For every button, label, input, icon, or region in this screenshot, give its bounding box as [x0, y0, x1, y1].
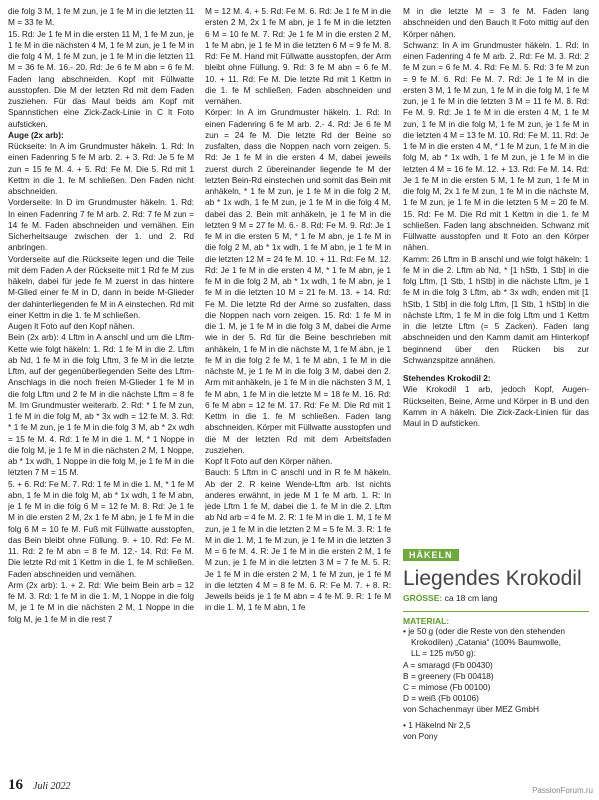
paragraph: Bauch: 5 Lftm in C anschl und in R fe M häkeln. Ab der 2. R keine Wende-Lftm arb. Ist nichts anderes erwähnt, in jede M 1 fe M arb. 1. R: In jede Lftm 1 fe M, dabei die 1. fe M in die 2. Lftm ab Nd arb = 4 fe M. 2. R: 1 fe M in die 1. M, 1 fe M zun, je 1 fe M in die letzten 2 M = 5 fe M. 3. R: 1 fe M in die 1. M, 1 fe M zun, je 1 fe M in die letzten 3 M = 6 fe M. 4. R: Je 1 fe M in die ersten 2 M, 1 fe M zun, je 1 fe M in die letzten 3 M = 7 fe M. 5. R: Je 1 fe M in die ersten 2 M, 1 fe M zun, je 1 fe M in die letzten 4 M = 8 fe M. 6. R: Fe M. 7. + 8. R: Jeweils beids je 1 fe M abn = 4 fe M. 9. R: 1 fe M in die 1. M, 1 fe M abn, 1 fe [205, 467, 391, 613]
section-tag: HÄKELN [403, 549, 459, 561]
paragraph: 15. Rd: Je 1 fe M in die ersten 11 M, 1 fe M zun, je 1 fe M in die nächsten 4 M, 1 fe M zun, je 1 fe M in die folg 4 M, 1 fe M zun, je 1 fe M in die letzten 11 M = 36 fe M. 16.- 20. Rd: Je 6 fe M abn = 6 fe M. Faden lang abschneiden. Kopf mit Füllwatte ausstopfen. Die M der letzten Rd mit dem Faden zusziehen. Für das Maul beids am Kopf mit Spannstichen eine Zick-Zack-Linie in C lt Foto aufsticken. [8, 28, 194, 129]
watermark: PassionForum.ru [532, 786, 593, 795]
paragraph: M in die letzte M = 3 fe M. Faden lang abschneiden und den Bauch lt Foto mittig auf den Körper nähen. [403, 6, 589, 39]
paragraph: M = 12 M. 4. + 5. Rd: Fe M. 6. Rd: Je 1 fe M in die ersten 2 M, 2x 1 fe M abn, je 1 fe M in die letzten 6 M = 10 fe M. 7. Rd: Je 1 fe M in die ersten 2 M, 1 fe M abn, je 1 fe M in die letzten 6 M = 9 fe M. 8. Rd: Fe M. Hand mit Füllwatte ausstopfen, der Arm bleibt ohne Füllung. 9. Rd: 3 fe M abn = 6 fe M. 10. + 11. Rd: Fe M. Die letzte Rd mit 1 Kettm in die 1. fe M schließen. Faden abschneiden und vernähen. [205, 6, 391, 106]
issue-date: Juli 2022 [33, 781, 71, 792]
paragraph: Stehendes Krokodil 2: [403, 373, 491, 383]
paragraph: Wie Krokodil 1 arb, jedoch Kopf, Augen-Rückseiten, Beine, Arme und Körper in B und den Kamm in A häkeln. Die Zick-Zack-Linien für das Maul in D aufsticken. [403, 384, 589, 428]
size-value: ca 18 cm lang [444, 593, 498, 603]
paragraph: Kamm: 26 Lftm in B anschl und wie folgt häkeln: 1 fe M in die 2. Lftm ab Nd, * [1 hStb, 1 Stb] in die folg Lftm, [1 Stb, 1 hStb] in die nächste Lftm, je 1 fe M in die folg 3 Lftm, ab * 3x wdh, enden mit [1 hStb, 1 Stb] in die folg Lftm, [1 Stb, 1 hStb] in die nächste Lftm, 1 fe M in die folg Lftm und 1 Kettm in die letzte Lftm (= 5 Zacken). Faden lang abschneiden und den Kamm damit am Hinterkopf beginnend über den Rücken bis zur Schwanzspitze annähen. [403, 253, 589, 365]
paragraph: Schwanz: In A im Grundmuster häkeln. 1. Rd: In einen Fadenring 4 fe M arb. 2. Rd: Fe M. 3. Rd: 2 fe M zun = 6 fe M. 4. Rd: Fe M. 5. Rd: 3 fe M zun = 9 fe M. 6. Rd: Fe M. 7. Rd: Je 1 fe M in die ersten 3 M, 1 fe M zun, 1 fe M in die folg M, 1 fe M zun, je 1 fe M in die letzten 3 M = 11 fe M. 8. Rd: Fe M. 9. Rd: Je 1 fe M in die ersten 4 M, 1 fe M zun, 1 fe M in die folg M, 1 fe M zun, je 1 fe M in die letzten 4 M = 13 fe M. 10. Rd: Fe M. 11. Rd: Je 1 fe M in die ersten 4 M, * 1 fe M zun, 1 fe M in die folg M, ab * 1x wdh, 1 fe M zun, je 1 fe M in die letzten 4 M = 16 fe M. 12. + 13. Rd: Fe M. 14. Rd: Je 1 fe M in die ersten 5 M, 1 fe M zun, 1 fe M in die folg M, 2x 1 fe M zun, 1 fe M in die nächste M, 1 fe M zun, je 1 fe M in die letzten 5 M = 20 fe M. 15. Rd: Fe M. Die Rd mit 1 Kettm in die 1. fe M schließen. Faden lang abschneiden. Schwanz mit Füllwatte ausstopfen und lt Foto an den Körper nähen. [403, 39, 589, 253]
text-column-3 [403, 6, 589, 540]
pattern-info-box [403, 545, 589, 742]
materials-list [403, 626, 589, 742]
size-line [403, 593, 589, 603]
paragraph: Augen lt Foto auf den Kopf nähen. [8, 321, 135, 331]
page-footer [8, 776, 71, 794]
pattern-title: Liegendes Krokodil [403, 567, 582, 590]
paragraph: Bein (2x arb): 4 Lftm in A anschl und um die Lftm-Kette wie folgt häkeln: 1. Rd: 1 fe M in die 2. Lftm ab Nd, 1 fe M in die folg Lftm, 3 fe M in die letzte Lftm, auf der gegenüberliegenden Seite des Lftm-Anschlags in die noch freien M-Glieder 1 fe M in die folg Lftm und 2 fe M in die nächste Lftm = 8 fe M. Im Grundmuster weiterarb. 2. Rd: * 1 fe M zun, 1 fe M in die folg M, ab * 3x wdh = 12 fe M. 3. Rd: * 1 fe M zun, je 1 fe M in die folg 3 M, ab * 2x wdh = 15 fe M. 4. Rd: 1 fe M in die 1. M, * 1 Noppe in die folg M, je 1 fe M in die nächsten 2 M, 1 Noppe, ab * 1x wdh, 1 Noppe in die folg M, je 1 fe M in die letzten 7 M = 15 M. [8, 332, 194, 478]
yarn-line-3: LL = 125 m/50 g): [411, 648, 476, 659]
paragraph: Vorderseite: In D im Grundmuster häkeln. 1. Rd: In einen Fadenring 7 fe M arb. 2. Rd: 7 fe M zun = 14 fe M. Faden abschneiden und vernähen. Ein Sicherheitsauge zwischen der 1. und 2. Rd anbringen. [8, 197, 194, 253]
size-label: GRÖSSE: [403, 593, 443, 603]
divider [403, 611, 589, 612]
materials-heading: MATERIAL: [403, 616, 450, 626]
paragraph: 5. + 6. Rd: Fe M. 7. Rd: 1 fe M in die 1. M, * 1 fe M abn, 1 fe M in die folg M, ab * 1x wdh, 1 fe M abn, je 1 fe M in die folg 6 M = 12 fe M. 8. Rd: Je 1 fe M in die ersten 2 M, 2x 1 fe M abn, je 1 fe M in die folg 6 M = 10 fe M. Fuß mit Füllwatte ausstopfen, das Bein bleibt ohne Füllung. 9. + 10. Rd: Fe M. 11. Rd: 2 fe M abn = 8 fe M. 12.- 14. Rd: Fe M. Die letzte Rd mit 1 Kettm in die 1. fe M schließen. Faden abschneiden und vernähen. [8, 478, 194, 579]
supplier-line-1: von Schachenmayr über MEZ GmbH [403, 704, 540, 715]
text-column-1 [8, 6, 194, 748]
color-c: C = mimose (Fb 00100) [403, 682, 491, 693]
color-b: B = greenery (Fb 00418) [403, 670, 494, 681]
paragraph: die folg 3 M, 1 fe M zun, je 1 fe M in die letzten 11 M = 33 fe M. [8, 6, 194, 28]
supplier-line-2: von Pony [403, 730, 438, 741]
page-number: 16 [8, 777, 23, 793]
text-column-2 [205, 6, 391, 748]
paragraph: Kopf lt Foto auf den Körper nähen. [205, 456, 333, 466]
color-d: D = weiß (Fb 00106) [403, 693, 479, 704]
yarn-line-1: • je 50 g (oder die Reste von den stehenden [403, 626, 566, 636]
hook-line: • 1 Häkelnd Nr 2,5 [403, 719, 471, 730]
color-a: A = smaragd (Fb 00430) [403, 659, 493, 670]
paragraph: Körper: In A im Grundmuster häkeln. 1. Rd: In einen Fadenring 6 fe M arb. 2.- 4. Rd: Je 6 fe M zun = 24 fe M. Die letzte Rd der Beine so zusfalten, dass die Noppen nach vorn zeigen. 5. Rd: Je 1 fe M in die ersten 4 M, dabei jeweils zuerst durch 2 übereinander liegende fe M der letzten Bein-Rd einstechen und somit das Bein mit anhäkeln, * 1 fe M zun, je 1 fe M in die folg 2 M, ab * 1x wdh, 1 fe M zun, je 1 fe M in die folg 4 M, dabei das 2. Bein mit anhäkeln, je 1 fe M in die letzten 9 M = 27 fe M. 6.- 8. Rd: Fe M. 9. Rd: Je 1 fe M in die ersten 5 M, * 1 fe M abn, je 1 fe M in die folg 2 M, ab * 1x wdh, 1 fe M abn, je 1 fe M in die letzten 12 M = 24 fe M. 10. + 11. Rd: Fe M. 12. Rd: Je 1 fe M in die ersten 4 M, * 1 fe M abn, je 1 fe M in die folg 2 M, ab * 1x wdh, 1 fe M abn, je 1 fe M in die letzten 10 M = 21 fe M. 13. + 14. Rd: Fe M. Die letzte Rd der Arme so zusfalten, dass die Noppen nach vorn zeigen. 15. Rd: 1 fe M in die 1. M, je 1 fe M in die folg 3 M, dabei die Arme wie in der 5. Rd für die Beine beschrieben mit anhäkeln, 1 fe M in die nächste M, 1 fe M abn, je 1 fe M in die folg 2 fe M, 1 fe M abn, 1 fe M in die nächste M, je 1 fe M in die folg 3 M, dabei den 2. Arm mit anhäkeln, je 1 fe M in die nächsten 3 M, 1 fe M abn, 1 fe M in die letzte M = 18 fe M. 16. Rd: 6 fe M abn = 12 fe M. 17. Rd: Fe M. Die Rd mit 1 Kettm in die 1. fe M schließen. Faden lang abschneiden. Körper mit Füllwatte ausstopfen und die M der letzten Rd mit dem Arbeitsfaden zusziehen. [205, 107, 391, 455]
yarn-line-2: Krokodilen) „Catania“ (100% Baumwolle, [411, 637, 561, 648]
paragraph: Vorderseite auf die Rückseite legen und die Teile mit dem Faden A der Rückseite mit 1 Rd fe M zus häkeln, dabei für jede fe M zuerst in das hintere M-Glied einer fe M in D, dann in beide M-Glieder der dahinterliegenden fe M in A einstechen. Rd mit einer Kettm in die 1. fe M schließen. [8, 253, 194, 320]
paragraph: Auge (2x arb): [8, 129, 64, 140]
paragraph: Rückseite: In A im Grundmuster häkeln. 1. Rd: In einen Fadenring 5 fe M arb. 2. + 3. Rd: Je 5 fe M zun = 15 fe M. 4. + 5. Rd: Fe M. Die 5. Rd mit 1 Kettm in die 1. fe M schließen. Den Faden nicht abschneiden. [8, 141, 194, 196]
paragraph: Arm (2x arb): 1. + 2. Rd: Wie beim Bein arb = 12 fe M. 3. Rd: 1 fe M in die 1. M, 1 Noppe in die folg M, je 1 fe M in die nächsten 2 M, 1 Noppe in die folg M, je 1 fe M in die rest 7 [8, 579, 194, 624]
